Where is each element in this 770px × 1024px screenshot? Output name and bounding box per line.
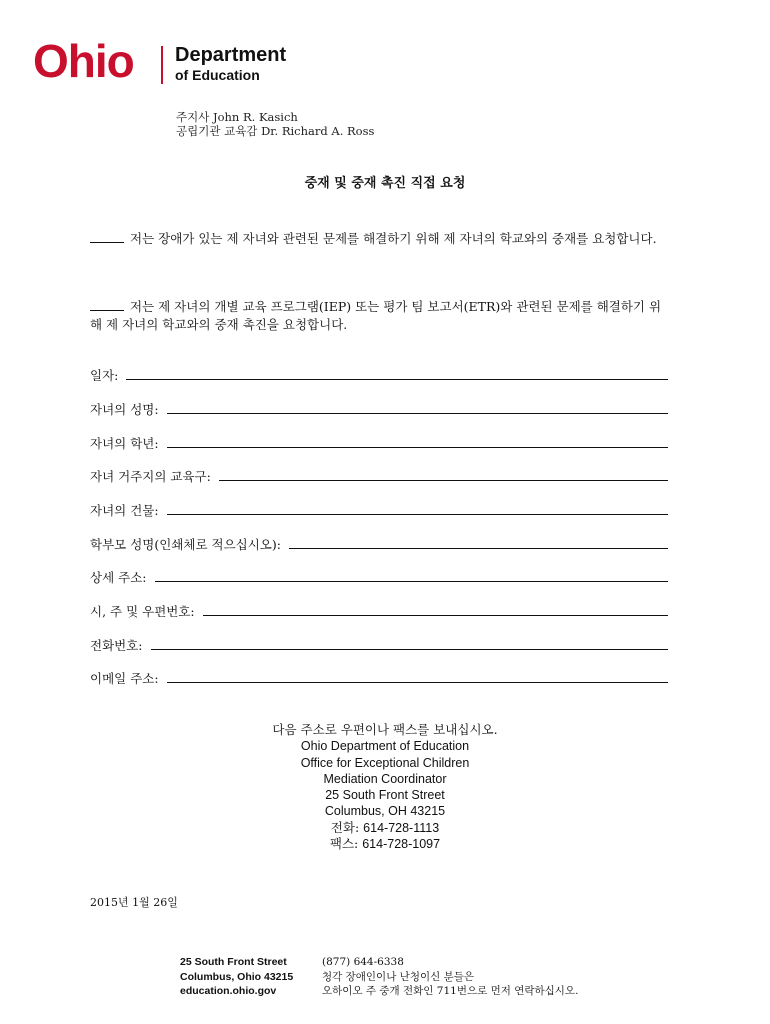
footer-tel: (877) 644-6338	[322, 956, 404, 968]
field-city-state-zip	[90, 602, 668, 620]
option-facilitation-text: 저는 제 자녀의 개별 교육 프로그램(IEP) 또는 평가 팀 보고서(ETR)와 관련된 문제를 해결하기 위해 제 자녀의 학교와의 중재 촉진을 요청합니다.	[90, 299, 662, 332]
field-date	[90, 366, 668, 384]
mail-org: Ohio Department of Education	[300, 739, 470, 754]
field-parent-name	[90, 535, 668, 553]
mail-office: Office for Exceptional Children	[300, 755, 470, 770]
field-phone	[90, 636, 668, 654]
field-parent-name-label: 학부모 성명(인쇄체로 적으십시오):	[90, 537, 281, 552]
mail-city: Columbus, OH 43215	[324, 804, 446, 819]
field-city-state-zip-line[interactable]	[203, 614, 668, 616]
field-city-state-zip-label: 시, 주 및 우편번호:	[90, 604, 195, 619]
mail-phone: 614-728-1113	[363, 820, 440, 835]
logo-divider	[161, 46, 163, 84]
field-parent-name-line[interactable]	[289, 547, 668, 549]
field-school-district-label: 자녀 거주지의 교육구:	[90, 469, 211, 484]
field-child-name-line[interactable]	[167, 412, 668, 414]
superintendent-line: 공립기관 교육감 Dr. Richard A. Ross	[176, 124, 375, 138]
logo-dept-line1: Department	[175, 44, 287, 66]
field-phone-label: 전화번호:	[90, 638, 143, 653]
governor-line: 주지사 John R. Kasich	[176, 110, 298, 124]
field-date-label: 일자:	[90, 368, 119, 383]
mail-intro: 다음 주소로 우편이나 팩스를 보내십시오.	[272, 722, 498, 737]
field-street-address-label: 상세 주소:	[90, 570, 147, 585]
field-email-line[interactable]	[167, 681, 668, 683]
mailing-address-block	[0, 722, 770, 852]
logo-dept-line2: of Education	[175, 67, 260, 83]
option-mediation	[90, 230, 670, 248]
footer-contact	[322, 955, 578, 999]
document-date: 2015년 1월 26일	[90, 896, 178, 909]
field-date-line[interactable]	[126, 378, 668, 380]
field-school-district	[90, 467, 668, 485]
officials-block	[176, 110, 374, 138]
field-child-name	[90, 400, 668, 418]
mail-phone-label: 전화:	[330, 819, 364, 835]
option-mediation-blank[interactable]	[90, 230, 124, 243]
field-child-name-label: 자녀의 성명:	[90, 402, 159, 417]
mail-role: Mediation Coordinator	[323, 771, 447, 786]
field-email-label: 이메일 주소:	[90, 671, 159, 686]
logo-department-text	[175, 44, 286, 83]
field-child-grade-label: 자녀의 학년:	[90, 436, 159, 451]
field-building	[90, 501, 668, 519]
mail-fax: 614-728-1097	[362, 837, 441, 852]
field-child-grade-line[interactable]	[167, 446, 668, 448]
field-building-line[interactable]	[167, 513, 668, 515]
option-mediation-text: 저는 장애가 있는 제 자녀와 관련된 문제를 해결하기 위해 제 자녀의 학교와의 중재를 요청합니다.	[130, 231, 657, 246]
mail-phone-line	[0, 820, 770, 836]
option-facilitation-blank[interactable]	[90, 298, 124, 311]
field-street-address-line[interactable]	[155, 580, 669, 582]
field-child-grade	[90, 434, 668, 452]
footer-address	[180, 955, 293, 999]
mail-fax-label: 팩스:	[329, 836, 363, 852]
mail-street: 25 South Front Street	[325, 788, 445, 803]
logo-ohio-text: Ohio	[33, 35, 134, 87]
field-phone-line[interactable]	[151, 648, 668, 650]
option-facilitation	[90, 298, 670, 334]
footer-city: Columbus, Ohio 43215	[180, 970, 294, 983]
footer-relay-line1: 청각 장애인이나 난청이신 분들은	[322, 970, 475, 983]
mail-fax-line	[0, 836, 770, 852]
field-school-district-line[interactable]	[219, 479, 668, 481]
footer-relay-line2: 오하이오 주 중개 전화인 711번으로 먼저 연락하십시오.	[322, 985, 579, 997]
field-building-label: 자녀의 건물:	[90, 503, 159, 518]
field-street-address	[90, 568, 668, 586]
field-email	[90, 669, 668, 687]
footer-web-link[interactable]: education.ohio.gov	[180, 985, 277, 997]
form-title: 중재 및 중재 촉진 직접 요청	[304, 176, 466, 191]
footer-street: 25 South Front Street	[180, 956, 287, 968]
